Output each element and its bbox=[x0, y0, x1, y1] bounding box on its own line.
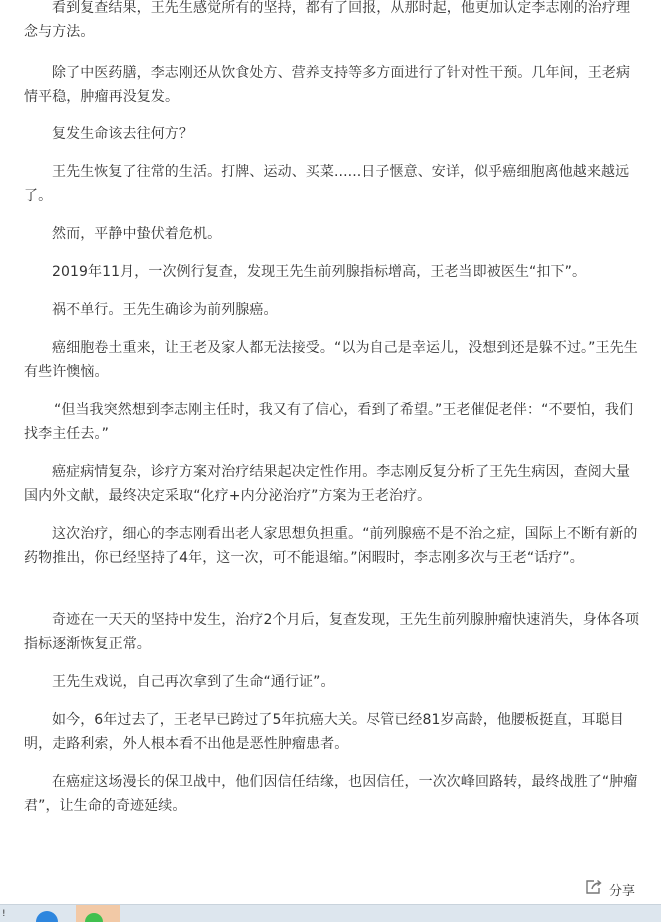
browser-taskbar-button[interactable] bbox=[30, 905, 66, 922]
share-icon bbox=[585, 879, 609, 899]
taskbar bbox=[0, 904, 661, 922]
browser-icon bbox=[36, 911, 58, 922]
paragraph-1: 看到复查结果，王先生感觉所有的坚持，都有了回报，从那时起，他更加认定李志刚的治疗理念与方法。 bbox=[24, 0, 631, 40]
share-label: 分享 bbox=[608, 883, 635, 899]
paragraph-10: 癌症病情复杂，诊疗方案对治疗结果起决定性作用。李志刚反复分析了王先生病因，查阅大量国内外文献，最终决定采取“化疗+内分泌治疗”方案为王老治疗。 bbox=[24, 464, 631, 504]
paragraph-3: 复发生命该去往何方？ bbox=[52, 126, 193, 142]
wechat-taskbar-button[interactable] bbox=[76, 905, 120, 922]
share-button[interactable] bbox=[585, 879, 635, 899]
paragraph-12: 奇迹在一天天的坚持中发生，治疗2个月后，复查发现，王先生前列腺肿瘤快速消失，身体各项指标逐渐恢复正常。 bbox=[24, 612, 640, 652]
paragraph-9: “但当我突然想到李志刚主任时，我又有了信心，看到了希望。”王老催促老伴：“不要怕，我们找李主任去。” bbox=[24, 402, 634, 442]
paragraph-4: 王先生恢复了往常的生活。打牌、运动、买菜......日子惬意、安详，似乎癌细胞离他越来越远了。 bbox=[24, 164, 630, 204]
paragraph-14: 如今，6年过去了，王老早已跨过了5年抗癌大关。尽管已经81岁高龄，他腰板挺直，耳聪目明，走路利索，外人根本看不出他是恶性肿瘤患者。 bbox=[24, 712, 624, 752]
paragraph-7: 祸不单行。王先生确诊为前列腺癌。 bbox=[52, 302, 278, 318]
paragraph-2: 除了中医药膳，李志刚还从饮食处方、营养支持等多方面进行了针对性干预。几年间，王老病情平稳，肿瘤再没复发。 bbox=[24, 65, 631, 105]
paragraph-13: 王先生戏说，自己再次拿到了生命“通行证”。 bbox=[52, 674, 335, 690]
taskbar-mark: ! bbox=[2, 909, 6, 919]
paragraph-15: 在癌症这场漫长的保卫战中，他们因信任结缘，也因信任，一次次峰回路转，最终战胜了“肿瘤君”，让生命的奇迹延续。 bbox=[24, 774, 638, 814]
paragraph-5: 然而，平静中蛰伏着危机。 bbox=[52, 226, 222, 242]
paragraph-8: 癌细胞卷土重来，让王老及家人都无法接受。“以为自己是幸运儿，没想到还是躲不过。”王先生有些许懊恼。 bbox=[24, 340, 638, 380]
paragraph-6: 2019年11月，一次例行复查，发现王先生前列腺指标增高，王老当即被医生“扣下”。 bbox=[52, 264, 587, 280]
paragraph-11: 这次治疗，细心的李志刚看出老人家思想负担重。“前列腺癌不是不治之症，国际上不断有新的药物推出，你已经坚持了4年，这一次，可不能退缩。”闲暇时，李志刚多次与王老“话疗”。 bbox=[24, 526, 638, 566]
